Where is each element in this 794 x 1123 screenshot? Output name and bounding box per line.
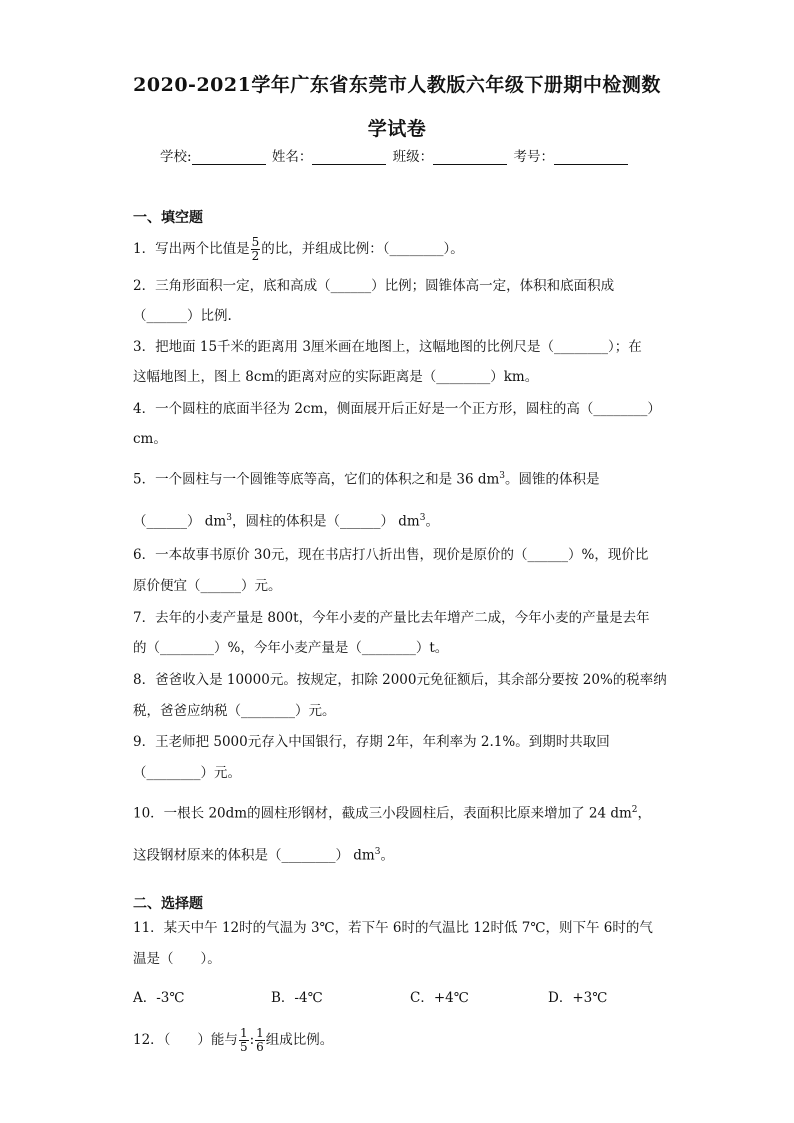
fraction-1-5 bbox=[239, 1027, 249, 1054]
question-3-line1: 3．把地面 15千米的距离用 3厘米画在地图上，这幅地图的比例尺是（________）；在 bbox=[133, 339, 642, 355]
section-fill-heading: 一、填空题 bbox=[133, 210, 203, 226]
question-9-line2: （________）元。 bbox=[133, 765, 241, 781]
fraction-numerator: 5 bbox=[251, 235, 260, 249]
q5b-sup1: 3 bbox=[226, 513, 232, 523]
question-3-line2: 这幅地图上，图上 8cm的距离对应的实际距离是（________）km。 bbox=[133, 369, 539, 385]
id-blank[interactable] bbox=[554, 150, 628, 165]
q5-text-pre: 5．一个圆柱与一个圆锥等底等高，它们的体积之和是 36 dm bbox=[133, 471, 500, 488]
fraction-1-6 bbox=[255, 1027, 265, 1054]
question-4-line2: cm。 bbox=[133, 431, 167, 447]
exam-title-line1: 2020-2021学年广东省东莞市人教版六年级下册期中检测数 bbox=[133, 74, 661, 96]
q10-sup: 2 bbox=[631, 805, 638, 815]
question-2-line2: （______）比例. bbox=[133, 308, 232, 324]
question-2-line1: 2．三角形面积一定，底和高成（______）比例；圆锥体高一定，体积和底面积成 bbox=[133, 278, 615, 294]
question-7-line2: 的（________）%，今年小麦产量是（________）t。 bbox=[133, 640, 449, 656]
q11-option-b[interactable]: B．-4℃ bbox=[271, 990, 323, 1006]
fraction-denominator: 5 bbox=[239, 1040, 248, 1054]
q11-option-d[interactable]: D．+3℃ bbox=[548, 990, 608, 1006]
q10-text-post: ， bbox=[637, 805, 652, 822]
question-10-line1 bbox=[133, 800, 651, 824]
q5-text-post: 。圆锥的体积是 bbox=[505, 471, 600, 488]
name-label: 姓名： bbox=[271, 149, 313, 165]
q5b-text-post: 。 bbox=[425, 513, 439, 530]
section-choice-heading: 二、选择题 bbox=[133, 896, 203, 912]
question-10-line2 bbox=[133, 842, 394, 866]
question-6-line2: 原价便宜（______）元。 bbox=[133, 578, 282, 594]
q5b-text-mid: ，圆柱的体积是（______） dm bbox=[231, 513, 420, 530]
school-label: 学校: bbox=[160, 149, 192, 165]
q1-text-pre: 1．写出两个比值是 bbox=[133, 241, 250, 257]
exam-title-line2: 学试卷 bbox=[367, 118, 427, 140]
q5-sup: 3 bbox=[499, 471, 506, 481]
question-6-line1: 6．一本故事书原价 30元，现在书店打八折出售，现价是原价的（______）%，现价比 bbox=[133, 547, 649, 563]
question-4-line1: 4．一个圆柱的底面半径为 2cm，侧面展开后正好是一个正方形，圆柱的高（________） bbox=[133, 401, 661, 417]
question-1 bbox=[133, 236, 464, 263]
q10-text-pre: 10．一根长 20dm的圆柱形钢材，截成三小段圆柱后，表面积比原来增加了 24 dm bbox=[133, 805, 632, 822]
fraction-5-2 bbox=[251, 236, 261, 263]
q11-option-a[interactable]: A．-3℃ bbox=[133, 990, 185, 1006]
fraction-numerator: 1 bbox=[239, 1026, 248, 1040]
q10b-sup: 3 bbox=[374, 847, 381, 857]
fraction-denominator: 6 bbox=[256, 1040, 264, 1054]
q12-text-post: 组成比例。 bbox=[265, 1032, 334, 1048]
fraction-numerator: 1 bbox=[256, 1026, 264, 1040]
q12-text-pre: 12．（ ）能与 bbox=[133, 1032, 238, 1048]
q1-text-post: 的比，并组成比例：（________）。 bbox=[261, 241, 464, 257]
question-8-line2: 税，爸爸应纳税（________）元。 bbox=[133, 703, 336, 719]
question-7-line1: 7．去年的小麦产量是 800t，今年小麦的产量比去年增产二成，今年小麦的产量是去年 bbox=[133, 610, 650, 626]
class-label: 班级： bbox=[392, 149, 434, 165]
question-8-line1: 8．爸爸收入是 10000元。按规定，扣除 2000元免征额后，其余部分要按 20%的税率纳 bbox=[133, 672, 667, 688]
ratio-colon: : bbox=[249, 1032, 255, 1048]
q10b-text-post: 。 bbox=[380, 847, 394, 864]
q11-option-c[interactable]: C．+4℃ bbox=[410, 990, 469, 1006]
q5b-sup2: 3 bbox=[419, 513, 426, 523]
id-label: 考号： bbox=[513, 149, 554, 165]
question-11-line2: 温是（ ）。 bbox=[133, 951, 221, 967]
class-blank[interactable] bbox=[433, 150, 507, 165]
question-5-line2 bbox=[133, 508, 439, 532]
q5b-text-pre: （______） dm bbox=[133, 513, 227, 530]
school-blank[interactable] bbox=[192, 150, 266, 165]
q10b-text-pre: 这段钢材原来的体积是（________） dm bbox=[133, 847, 375, 864]
question-12 bbox=[133, 1027, 333, 1054]
question-9-line1: 9．王老师把 5000元存入中国银行，存期 2年，年利率为 2.1%。到期时共取回 bbox=[133, 734, 610, 750]
fraction-denominator: 2 bbox=[251, 249, 260, 263]
question-11-line1: 11．某天中午 12时的气温为 3℃，若下午 6时的气温比 12时低 7℃，则下午 6时的气 bbox=[133, 920, 653, 936]
student-info-row bbox=[160, 145, 630, 165]
question-5-line1 bbox=[133, 466, 600, 490]
name-blank[interactable] bbox=[312, 150, 386, 165]
